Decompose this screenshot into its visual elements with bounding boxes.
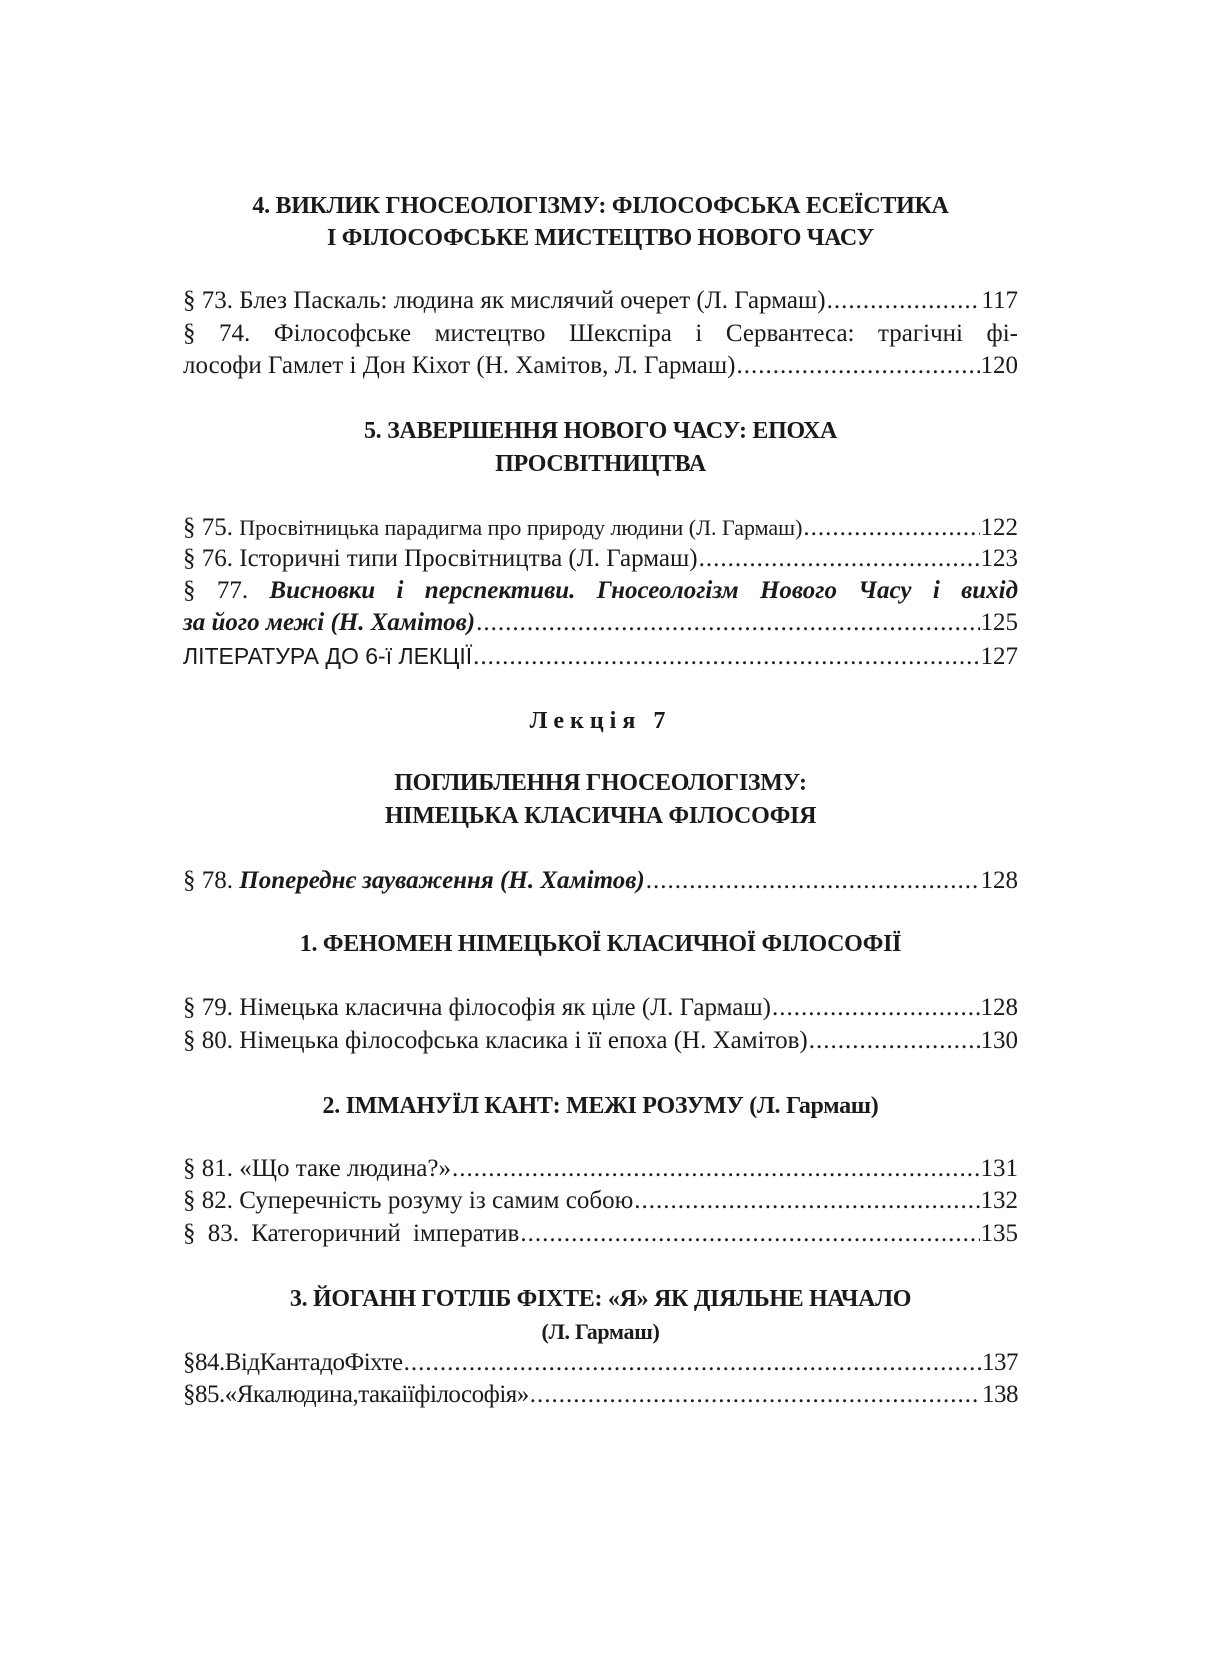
toc-entry-76[interactable]	[183, 543, 1018, 575]
entry-title: «Що таке людина?»	[239, 1155, 451, 1182]
entry-title: лософи Гамлет і Дон Кіхот (Н. Хамітов, Л. Гармаш)	[183, 352, 736, 379]
entry-title: Німецька філософська класика і її епоха (Н. Хамітов)	[239, 1027, 808, 1054]
dot-leader	[803, 512, 979, 544]
dot-leader	[520, 1218, 979, 1250]
dot-leader	[476, 607, 979, 639]
toc-entry-74[interactable]	[183, 318, 1018, 350]
section-heading: 1. ФЕНОМЕН НІМЕЦЬКОЇ КЛАСИЧНОЇ ФІЛОСОФІЇ	[299, 931, 902, 957]
toc-entry-84[interactable]	[183, 1347, 1018, 1379]
page-number: 128	[980, 994, 1018, 1021]
toc-entry-74-cont[interactable]	[183, 350, 1018, 382]
dot-leader	[699, 543, 980, 575]
dot-leader	[530, 1379, 981, 1411]
dot-leader	[473, 641, 979, 673]
entry-title: Блез Паскаль: людина як мислячий очерет (Л. Гармаш)	[239, 287, 826, 314]
section-author: (Л. Гармаш)	[541, 1319, 660, 1344]
toc-entry-78[interactable]	[183, 865, 1018, 897]
dot-leader	[827, 285, 981, 317]
lecture-heading: ПОГЛИБЛЕННЯ ГНОСЕОЛОГІЗМУ:	[394, 770, 807, 796]
entry-title: «Якалюдина,такаіїфілософія»	[224, 1381, 529, 1408]
page-number: 131	[980, 1155, 1018, 1182]
toc-entry-literature[interactable]	[183, 640, 1018, 673]
entry-number: § 76.	[183, 545, 233, 572]
section-heading: ПРОСВІТНИЦТВА	[495, 451, 706, 477]
dot-leader	[452, 1153, 980, 1185]
page-number: 137	[982, 1349, 1018, 1376]
entry-number: §85.	[183, 1381, 225, 1408]
page-number: 125	[980, 609, 1018, 636]
entry-title: Німецька класична філософія як ціле (Л. Гармаш)	[239, 994, 771, 1021]
entry-title: Суперечність розуму із самим собою	[239, 1187, 634, 1214]
entry-number: § 74.	[183, 320, 251, 347]
section-heading: І ФІЛОСОФСЬКЕ МИСТЕЦТВО НОВОГО ЧАСУ	[327, 225, 874, 251]
toc-entry-85[interactable]	[183, 1379, 1018, 1411]
entry-title: Категоричний імператив	[251, 1220, 520, 1247]
entry-number: § 80.	[183, 1027, 233, 1054]
entry-number: §84.	[183, 1349, 225, 1376]
entry-number: § 75.	[183, 514, 233, 541]
page-number: 117	[981, 287, 1018, 314]
dot-leader	[809, 1025, 980, 1057]
entry-number: § 73.	[183, 287, 233, 314]
dot-leader	[404, 1347, 981, 1379]
page-number: 138	[982, 1381, 1018, 1408]
toc-entry-77[interactable]	[183, 575, 1018, 607]
entry-title: Висновки і перспективи. Гносеологізм Нового Часу і вихід	[269, 577, 1019, 604]
entry-number: § 81.	[183, 1155, 233, 1182]
section-heading: 2. ІММАНУЇЛ КАНТ: МЕЖІ РОЗУМУ (Л. Гармаш)	[322, 1093, 879, 1119]
entry-title: Філософське мистецтво Шекспіра і Сервантеса: трагічні фі-	[273, 320, 1018, 347]
dot-leader	[772, 992, 980, 1024]
page-number: 122	[980, 514, 1018, 541]
entry-title: ВідКантадоФіхте	[224, 1349, 403, 1376]
toc-entry-77-cont[interactable]	[183, 607, 1018, 639]
page-number: 128	[980, 867, 1018, 894]
toc-entry-79[interactable]	[183, 992, 1018, 1024]
page-number: 127	[980, 643, 1018, 670]
section-heading: 4. ВИКЛИК ГНОСЕОЛОГІЗМУ: ФІЛОСОФСЬКА ЕСЕЇСТИКА	[252, 193, 949, 219]
page-number: 123	[980, 545, 1018, 572]
dot-leader	[634, 1185, 979, 1217]
section-heading: 5. ЗАВЕРШЕННЯ НОВОГО ЧАСУ: ЕПОХА	[363, 418, 838, 444]
entry-title: ЛІТЕРАТУРА ДО 6-ї ЛЕКЦІЇ	[183, 643, 473, 669]
lecture-heading: НІМЕЦЬКА КЛАСИЧНА ФІЛОСОФІЯ	[384, 803, 817, 829]
toc-entry-81[interactable]	[183, 1153, 1018, 1185]
page-number: 120	[980, 352, 1018, 379]
page-number: 130	[980, 1027, 1018, 1054]
toc-entry-82[interactable]	[183, 1185, 1018, 1217]
entry-title: Історичні типи Просвітництва (Л. Гармаш)	[239, 545, 698, 572]
entry-number: § 82.	[183, 1187, 233, 1214]
entry-title: Попереднє зауваження (Н. Хамітов)	[239, 867, 645, 894]
toc-entry-75[interactable]	[183, 512, 1018, 544]
page-number: 132	[980, 1187, 1018, 1214]
dot-leader	[646, 865, 980, 897]
dot-leader	[736, 350, 979, 382]
toc-entry-80[interactable]	[183, 1025, 1018, 1057]
entry-number: § 83.	[183, 1220, 239, 1247]
toc-entry-73[interactable]	[183, 285, 1018, 317]
lecture-label: Лекція 7	[529, 708, 672, 734]
entry-number: § 77.	[183, 577, 249, 604]
entry-number: § 78.	[183, 867, 233, 894]
entry-title: Просвітницька парадигма про природу людини (Л. Гармаш)	[239, 515, 803, 540]
section-heading: 3. ЙОГАНН ГОТЛІБ ФІХТЕ: «Я» ЯК ДІЯЛЬНЕ НАЧАЛО	[289, 1286, 912, 1312]
page-number: 135	[980, 1220, 1018, 1247]
entry-title: за його межі (Н. Хамітов)	[183, 609, 476, 636]
toc-entry-83[interactable]	[183, 1218, 1018, 1250]
entry-number: § 79.	[183, 994, 233, 1021]
